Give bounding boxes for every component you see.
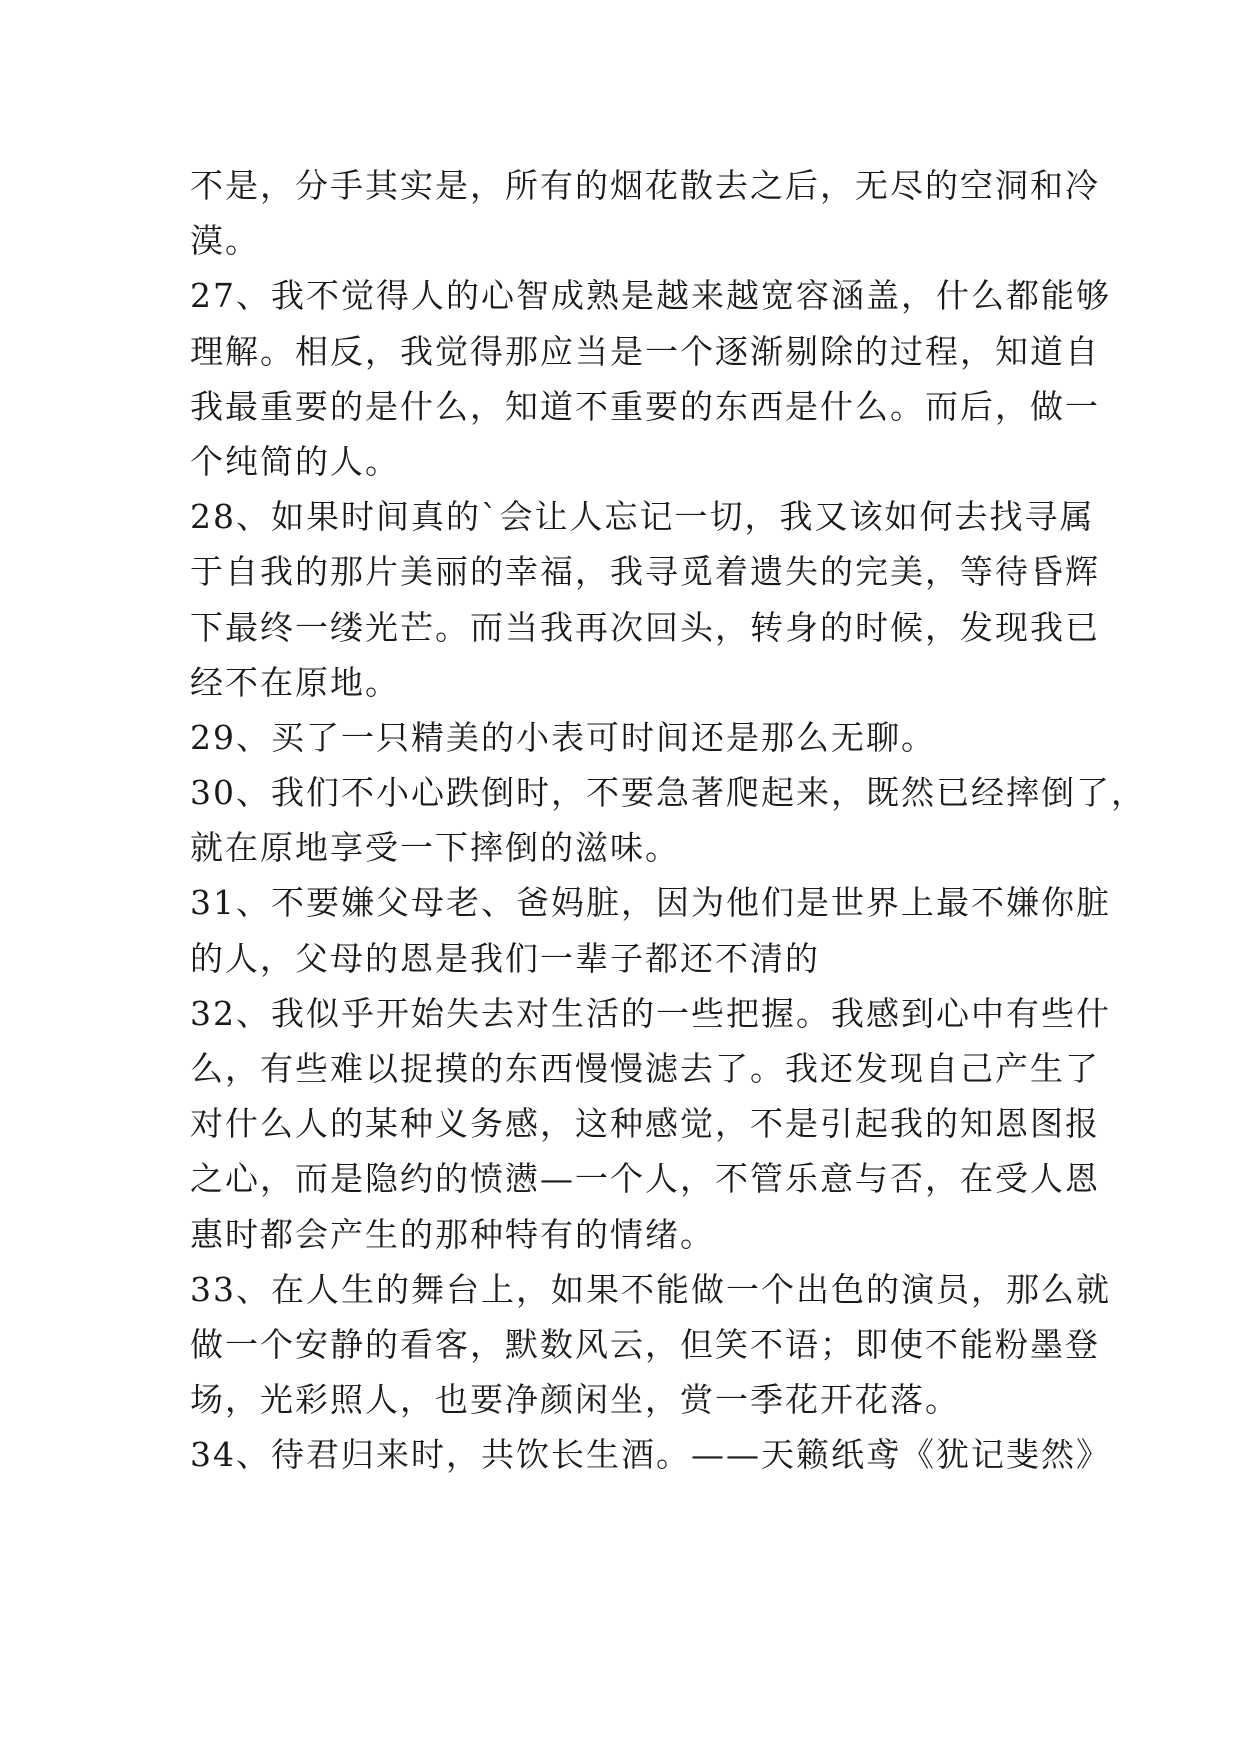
text-line: 漠。 <box>190 221 260 261</box>
text-line: 29、买了一只精美的小表可时间还是那么无聊。 <box>190 717 936 757</box>
text-line: 经不在原地。 <box>190 662 400 702</box>
text-line: 我最重要的是什么，知道不重要的东西是什么。而后，做一 <box>190 386 1100 426</box>
text-line: 于自我的那片美丽的幸福，我寻觅着遗失的完美，等待昏辉 <box>190 552 1100 592</box>
text-line: 场，光彩照人，也要净颜闲坐，赏一季花开花落。 <box>190 1380 960 1420</box>
text-line: 个纯简的人。 <box>190 441 400 481</box>
text-line: 么，有些难以捉摸的东西慢慢滤去了。我还发现自己产生了 <box>190 1049 1100 1088</box>
text-line: 30、我们不小心跌倒时，不要急著爬起来，既然已经摔倒了， <box>190 773 1146 813</box>
text-line: 惠时都会产生的那种特有的情绪。 <box>190 1214 715 1254</box>
text-line: 34、待君归来时，共饮长生酒。——天籁纸鸢《犹记斐然》 <box>190 1435 1111 1475</box>
text-line: 不是，分手其实是，所有的烟花散去之后，无尽的空洞和冷 <box>190 166 1100 205</box>
text-line: 就在原地享受一下摔倒的滋味。 <box>190 828 680 868</box>
text-line: 31、不要嫌父母老、爸妈脏，因为他们是世界上最不嫌你脏 <box>190 883 1111 923</box>
text-line: 理解。相反，我觉得那应当是一个逐渐剔除的过程，知道自 <box>190 331 1100 371</box>
text-line: 下最终一缕光芒。而当我再次回头，转身的时候，发现我已 <box>190 607 1100 647</box>
document-body <box>190 158 1146 1483</box>
text-line: 对什么人的某种义务感，这种感觉，不是引起我的知恩图报 <box>190 1104 1100 1144</box>
text-line: 32、我似乎开始失去对生活的一些把握。我感到心中有些什 <box>190 993 1111 1033</box>
text-line: 33、在人生的舞台上，如果不能做一个出色的演员，那么就 <box>190 1269 1111 1309</box>
text-line: 之心，而是隐约的愤懑—一个人，不管乐意与否，在受人恩 <box>190 1159 1100 1199</box>
text-line: 27、我不觉得人的心智成熟是越来越宽容涵盖，什么都能够 <box>190 276 1111 316</box>
text-line: 做一个安静的看客，默数风云，但笑不语；即使不能粉墨登 <box>190 1324 1100 1364</box>
text-line: 的人，父母的恩是我们一辈子都还不清的 <box>190 938 820 978</box>
text-line: 28、如果时间真的`会让人忘记一切，我又该如何去找寻属 <box>190 497 1095 537</box>
